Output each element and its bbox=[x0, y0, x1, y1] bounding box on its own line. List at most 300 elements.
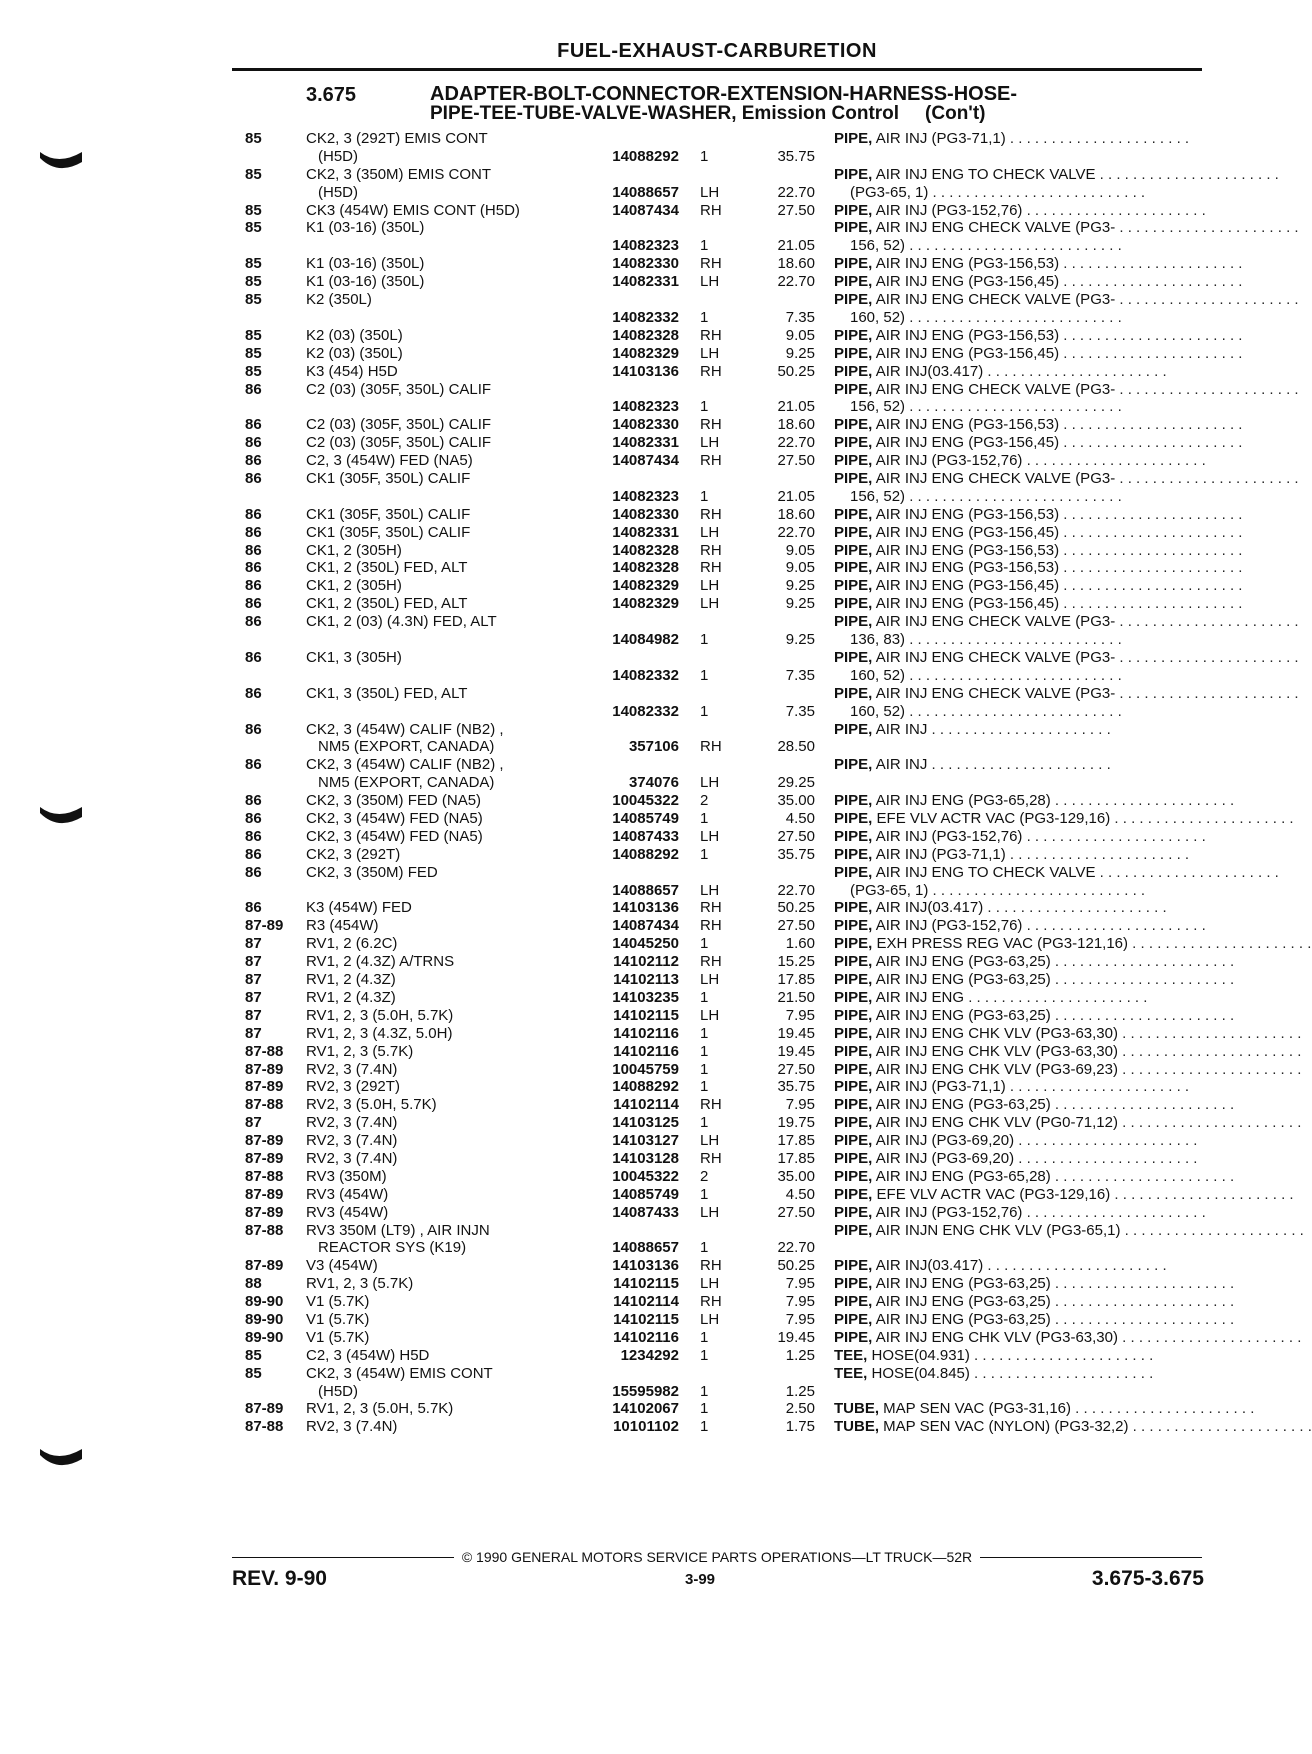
description-text: HOSE(04.845) bbox=[867, 1364, 970, 1382]
quantity: 1 bbox=[700, 1382, 709, 1400]
description bbox=[834, 1328, 1302, 1347]
description bbox=[834, 1365, 1204, 1383]
description-line2 bbox=[834, 703, 1204, 721]
model-line1: CK2, 3 (454W) EMIS CONT bbox=[306, 1364, 493, 1382]
quantity: RH bbox=[700, 201, 722, 219]
part-number: 10045759 bbox=[612, 1060, 679, 1078]
model-application bbox=[306, 792, 583, 810]
quantity: LH bbox=[700, 774, 720, 792]
model-application bbox=[306, 828, 583, 846]
model-line1: K3 (454W) FED bbox=[306, 899, 412, 917]
model-line1: RV1, 2 (4.3Z) bbox=[306, 971, 396, 989]
page-header-title: FUEL-EXHAUST-CARBURETION bbox=[557, 40, 877, 62]
price: 35.00 bbox=[777, 792, 815, 810]
model-line1: RV1, 2, 3 (5.0H, 5.7K) bbox=[306, 1400, 454, 1418]
part-number: 14084982 bbox=[612, 631, 679, 649]
description-noun: PIPE, bbox=[834, 1167, 873, 1185]
quantity: LH bbox=[700, 344, 720, 362]
dot-leader: . . . . . . . . . . . . . . . . . . . . . . . . . . bbox=[905, 702, 1122, 720]
quantity: 1 bbox=[700, 1418, 709, 1436]
price: 18.60 bbox=[777, 416, 815, 434]
model-application bbox=[306, 1418, 583, 1436]
description bbox=[834, 935, 1312, 953]
price: 19.45 bbox=[777, 1328, 815, 1346]
price: 19.75 bbox=[777, 1114, 815, 1132]
section-title-line2-wrap bbox=[430, 104, 1017, 124]
table-row bbox=[245, 756, 1205, 792]
description bbox=[834, 917, 1204, 935]
model-year: 86 bbox=[245, 380, 262, 398]
part-number: 14103136 bbox=[612, 1257, 679, 1275]
model-line2: NM5 (EXPORT, CANADA) bbox=[318, 738, 495, 756]
price: 22.70 bbox=[777, 881, 815, 899]
model-year: 86 bbox=[245, 863, 262, 881]
description-noun: PIPE, bbox=[834, 720, 873, 738]
description bbox=[834, 648, 1299, 685]
model-application bbox=[306, 542, 583, 560]
model-application bbox=[306, 452, 583, 470]
model-year: 87-89 bbox=[245, 1203, 284, 1221]
model-application bbox=[306, 166, 583, 202]
dot-leader: . . . . . . . . . . . . . . . . . . . . . . bbox=[1059, 559, 1243, 577]
model-line1: RV2, 3 (7.4N) bbox=[306, 1149, 398, 1167]
description-noun: TUBE, bbox=[834, 1400, 879, 1418]
table-row bbox=[245, 1328, 1302, 1347]
dot-leader: . . . . . . . . . . . . . . . . . . . . . . . . . . bbox=[905, 487, 1122, 505]
model-application bbox=[306, 864, 583, 882]
model-line1: RV3 (350M) bbox=[306, 1167, 387, 1185]
table-row bbox=[245, 130, 1205, 166]
model-line1: K3 (454) H5D bbox=[306, 362, 398, 380]
part-number: 14082332 bbox=[612, 666, 679, 684]
quantity: RH bbox=[700, 505, 722, 523]
table-row bbox=[245, 380, 1299, 417]
description-text: EFE VLV ACTR VAC (PG3-129,16) bbox=[872, 1185, 1111, 1203]
description-text: AIR INJ ENG (PG3-156,45) bbox=[872, 273, 1060, 291]
quantity: LH bbox=[700, 1006, 720, 1024]
description-line2-text: 156, 52) bbox=[850, 398, 906, 416]
price: 35.00 bbox=[777, 1167, 815, 1185]
part-number: 14102113 bbox=[613, 971, 679, 989]
model-application bbox=[306, 434, 583, 452]
table-row bbox=[245, 1132, 1205, 1150]
model-line1: CK2, 3 (454W) CALIF (NB2) , bbox=[306, 720, 504, 738]
quantity: LH bbox=[700, 881, 720, 899]
part-number: 14082331 bbox=[612, 523, 679, 541]
model-year: 86 bbox=[245, 416, 262, 434]
quantity: RH bbox=[700, 255, 722, 273]
model-application bbox=[306, 1293, 583, 1311]
description bbox=[834, 273, 1243, 291]
quantity: 1 bbox=[700, 810, 709, 828]
quantity: 1 bbox=[700, 935, 709, 953]
table-row bbox=[245, 917, 1205, 935]
description bbox=[834, 828, 1204, 846]
model-year: 86 bbox=[245, 899, 262, 917]
dot-leader: . . . . . . . . . . . . . . . . . . . . . . bbox=[1059, 505, 1243, 523]
description-noun: PIPE, bbox=[834, 1203, 873, 1221]
description-text: AIR INJ ENG (PG3-63,25) bbox=[872, 1275, 1051, 1293]
description-line2-text: 160, 52) bbox=[850, 666, 906, 684]
description-noun: PIPE, bbox=[834, 165, 873, 183]
model-application bbox=[306, 202, 583, 220]
table-row bbox=[245, 559, 1243, 577]
model-line1: C2, 3 (454W) FED (NA5) bbox=[306, 452, 473, 470]
model-year: 86 bbox=[245, 720, 262, 738]
description-noun: PIPE, bbox=[834, 273, 873, 291]
model-line1: CK1, 2 (350L) FED, ALT bbox=[306, 559, 468, 577]
model-year: 88 bbox=[245, 1275, 262, 1293]
part-number: 14082323 bbox=[612, 487, 679, 505]
description bbox=[834, 1310, 1235, 1329]
model-line1: R3 (454W) bbox=[306, 917, 379, 935]
model-application bbox=[306, 470, 583, 488]
table-row bbox=[245, 505, 1243, 524]
model-line1: RV2, 3 (7.4N) bbox=[306, 1132, 398, 1150]
description-line2 bbox=[834, 398, 1204, 416]
description bbox=[834, 219, 1299, 255]
model-year: 89-90 bbox=[245, 1293, 284, 1311]
part-number: 14087434 bbox=[612, 201, 679, 219]
quantity: RH bbox=[700, 1149, 722, 1167]
description-text: AIR INJ bbox=[872, 720, 928, 738]
description-text: AIR INJ (PG3-71,1) bbox=[872, 130, 1006, 147]
model-application bbox=[306, 595, 583, 613]
model-year: 86 bbox=[245, 792, 262, 810]
description bbox=[834, 1221, 1304, 1240]
price: 50.25 bbox=[777, 1257, 815, 1275]
model-line1: CK2, 3 (350M) FED bbox=[306, 863, 438, 881]
quantity: LH bbox=[700, 273, 720, 291]
dot-leader: . . . . . . . . . . . . . . . . . . . . . . . . . . bbox=[928, 183, 1146, 201]
model-line1: RV1, 2, 3 (5.7K) bbox=[306, 1042, 414, 1060]
model-line1: CK3 (454W) EMIS CONT (H5D) bbox=[306, 201, 520, 219]
model-year: 85 bbox=[245, 1364, 262, 1382]
model-application bbox=[306, 721, 583, 757]
model-application bbox=[306, 935, 583, 953]
model-line1: C2 (03) (305F, 350L) CALIF bbox=[306, 434, 492, 452]
model-line1: K2 (03) (350L) bbox=[306, 326, 403, 344]
dot-leader: . . . . . . . . . . . . . . . . . . . . . . bbox=[1118, 1042, 1302, 1060]
price: 1.25 bbox=[785, 1346, 815, 1364]
description bbox=[834, 505, 1243, 524]
punch-hole-mark-top bbox=[38, 148, 84, 172]
price: 27.50 bbox=[777, 917, 815, 935]
description-noun: PIPE, bbox=[834, 1310, 873, 1328]
model-line1: C2, 3 (454W) H5D bbox=[306, 1346, 430, 1364]
model-line1: K1 (03-16) (350L) bbox=[306, 255, 425, 273]
quantity: LH bbox=[700, 434, 720, 452]
dot-leader: . . . . . . . . . . . . . . . . . . . . . . bbox=[1005, 130, 1190, 147]
price: 29.25 bbox=[777, 774, 815, 792]
description-text: AIR INJ ENG CHK VLV (PG3-63,30) bbox=[872, 1024, 1118, 1042]
dot-leader: . . . . . . . . . . . . . . . . . . . . . . . . . . bbox=[905, 237, 1122, 255]
model-application bbox=[306, 1204, 583, 1222]
quantity: 1 bbox=[700, 1239, 709, 1257]
description bbox=[834, 756, 1204, 774]
quantity: 1 bbox=[700, 1328, 709, 1346]
description-text: AIR INJ ENG (PG3-63,25) bbox=[872, 1096, 1051, 1114]
description-noun: PIPE, bbox=[834, 219, 873, 237]
model-application bbox=[306, 1114, 583, 1132]
price: 50.25 bbox=[777, 899, 815, 917]
part-number: 14102114 bbox=[613, 1096, 679, 1114]
part-number: 14102116 bbox=[613, 1024, 679, 1042]
model-application bbox=[306, 1400, 583, 1418]
dot-leader: . . . . . . . . . . . . . . . . . . . . . . bbox=[1022, 827, 1206, 845]
description-noun: PIPE, bbox=[834, 648, 873, 666]
model-application bbox=[306, 1025, 583, 1043]
model-year: 86 bbox=[245, 845, 262, 863]
description-line2 bbox=[834, 309, 1204, 327]
description-line2 bbox=[834, 882, 1204, 900]
table-row bbox=[245, 1275, 1235, 1293]
dot-leader: . . . . . . . . . . . . . . . . . . . . . . bbox=[1110, 810, 1294, 828]
model-year: 85 bbox=[245, 273, 262, 291]
description-text: AIR INJ ENG CHECK VALVE (PG3- bbox=[872, 219, 1116, 237]
description-text: AIR INJ ENG CHK VLV (PG3-63,30) bbox=[872, 1328, 1118, 1346]
description-text: AIR INJ ENG (PG3-156,53) bbox=[872, 326, 1060, 344]
model-year: 87 bbox=[245, 1006, 262, 1024]
description-text: AIR INJ ENG (PG3-156,45) bbox=[872, 577, 1060, 595]
price: 27.50 bbox=[777, 827, 815, 845]
table-row bbox=[245, 202, 1205, 220]
description bbox=[834, 1167, 1235, 1186]
description-text: AIR INJ ENG (PG3-156,45) bbox=[872, 595, 1060, 613]
description bbox=[834, 613, 1299, 649]
part-number: 10045322 bbox=[612, 792, 679, 810]
dot-leader: . . . . . . . . . . . . . . . . . . . . . . bbox=[1059, 434, 1243, 452]
description bbox=[834, 721, 1204, 739]
description-noun: PIPE, bbox=[834, 1096, 873, 1114]
footer-copyright-bar bbox=[232, 1549, 1202, 1565]
model-year: 87-88 bbox=[245, 1418, 284, 1436]
model-year: 87-88 bbox=[245, 1167, 284, 1185]
description-text: AIR INJ ENG bbox=[872, 988, 965, 1006]
price: 7.95 bbox=[785, 1310, 815, 1328]
quantity: RH bbox=[700, 953, 722, 971]
description-noun: PIPE, bbox=[834, 1293, 873, 1311]
model-line1: CK2, 3 (292T) EMIS CONT bbox=[306, 130, 488, 147]
part-number: 14088292 bbox=[612, 1078, 679, 1096]
description-noun: TEE, bbox=[834, 1346, 868, 1364]
dot-leader: . . . . . . . . . . . . . . . . . . . . . . bbox=[1050, 1096, 1235, 1114]
model-year: 85 bbox=[245, 326, 262, 344]
table-row bbox=[245, 721, 1205, 757]
model-line1: RV2, 3 (292T) bbox=[306, 1078, 400, 1096]
quantity: 1 bbox=[700, 702, 709, 720]
description-line2 bbox=[834, 237, 1204, 255]
model-year: 86 bbox=[245, 505, 262, 523]
model-line1: CK1, 3 (305H) bbox=[306, 648, 402, 666]
description-noun: PIPE, bbox=[834, 827, 873, 845]
quantity: LH bbox=[700, 1132, 720, 1150]
model-line1: RV1, 2 (4.3Z) bbox=[306, 988, 396, 1006]
table-row bbox=[245, 1114, 1302, 1132]
model-year: 87-89 bbox=[245, 1257, 284, 1275]
description-noun: TUBE, bbox=[834, 1418, 879, 1436]
quantity: LH bbox=[700, 183, 720, 201]
dot-leader: . . . . . . . . . . . . . . . . . . . . . . bbox=[964, 988, 1148, 1006]
model-application bbox=[306, 899, 583, 917]
part-number: 14102114 bbox=[613, 1293, 679, 1311]
price: 28.50 bbox=[777, 738, 815, 756]
table-row bbox=[245, 541, 1243, 560]
description bbox=[834, 1347, 1204, 1365]
description-text: AIR INJ ENG CHECK VALVE (PG3- bbox=[872, 648, 1116, 666]
price: 27.50 bbox=[777, 1060, 815, 1078]
model-line1: CK1 (305F, 350L) CALIF bbox=[306, 470, 471, 487]
part-number: 14103136 bbox=[612, 899, 679, 917]
model-year: 87 bbox=[245, 988, 262, 1006]
description bbox=[834, 541, 1243, 560]
part-number: 14087433 bbox=[612, 827, 679, 845]
price: 17.85 bbox=[777, 1149, 815, 1167]
quantity: LH bbox=[700, 1310, 720, 1328]
table-row bbox=[245, 971, 1235, 989]
model-application bbox=[306, 685, 583, 703]
section-title-line1: ADAPTER-BOLT-CONNECTOR-EXTENSION-HARNESS-HOSE- bbox=[430, 83, 1018, 105]
part-number: 14102116 bbox=[613, 1328, 679, 1346]
description-noun: PIPE, bbox=[834, 362, 873, 380]
price: 35.75 bbox=[777, 845, 815, 863]
dot-leader: . . . . . . . . . . . . . . . . . . . . . . bbox=[1059, 595, 1243, 613]
description-noun: PIPE, bbox=[834, 899, 873, 917]
quantity: RH bbox=[700, 1293, 722, 1311]
model-year: 86 bbox=[245, 756, 262, 774]
table-row bbox=[245, 935, 1312, 953]
dot-leader: . . . . . . . . . . . . . . . . . . . . . . bbox=[1115, 380, 1299, 398]
model-year: 89-90 bbox=[245, 1328, 284, 1346]
model-line1: CK2, 3 (454W) FED (NA5) bbox=[306, 827, 483, 845]
dot-leader: . . . . . . . . . . . . . . . . . . . . . . bbox=[1022, 452, 1206, 470]
part-number: 1234292 bbox=[620, 1346, 679, 1364]
model-application bbox=[306, 559, 583, 577]
price: 21.05 bbox=[777, 398, 815, 416]
description-line2 bbox=[834, 488, 1204, 506]
table-row bbox=[245, 523, 1243, 542]
description-text: MAP SEN VAC (PG3-31,16) bbox=[879, 1400, 1072, 1418]
dot-leader: . . . . . . . . . . . . . . . . . . . . . . bbox=[1110, 1185, 1294, 1203]
quantity: 1 bbox=[700, 631, 709, 649]
part-number: 14087434 bbox=[612, 452, 679, 470]
price: 4.50 bbox=[785, 1185, 815, 1203]
part-number: 14085749 bbox=[612, 1185, 679, 1203]
description-text: AIR INJ (PG3-71,1) bbox=[872, 1078, 1006, 1096]
model-application bbox=[306, 219, 583, 237]
description-text: AIR INJ (PG3-152,76) bbox=[872, 917, 1023, 935]
dot-leader: . . . . . . . . . . . . . . . . . . . . . . bbox=[1115, 613, 1299, 631]
model-application bbox=[306, 1043, 583, 1061]
part-number: 374076 bbox=[628, 774, 679, 792]
description-text: EFE VLV ACTR VAC (PG3-129,16) bbox=[872, 810, 1111, 828]
model-line1: RV3 350M (LT9) , AIR INJN bbox=[306, 1221, 490, 1239]
description-noun: PIPE, bbox=[834, 1024, 873, 1042]
part-number: 14082332 bbox=[612, 308, 679, 326]
part-number: 14082331 bbox=[612, 273, 679, 291]
description-text: AIR INJ (PG3-152,76) bbox=[872, 1203, 1023, 1221]
price: 7.35 bbox=[785, 702, 815, 720]
model-application bbox=[306, 971, 583, 989]
dot-leader: . . . . . . . . . . . . . . . . . . . . . . . . . . bbox=[905, 398, 1122, 416]
part-number: 14102115 bbox=[613, 1310, 679, 1328]
model-application bbox=[306, 1007, 583, 1025]
part-number: 14103235 bbox=[612, 988, 679, 1006]
description-noun: PIPE, bbox=[834, 613, 873, 631]
quantity: LH bbox=[700, 827, 720, 845]
part-number: 15595982 bbox=[612, 1382, 679, 1400]
price: 7.35 bbox=[785, 308, 815, 326]
table-row bbox=[245, 452, 1205, 470]
description-text: AIR INJ (PG3-69,20) bbox=[872, 1149, 1015, 1167]
description bbox=[834, 971, 1235, 989]
model-year: 86 bbox=[245, 559, 262, 577]
model-line1: RV1, 2 (4.3Z) A/TRNS bbox=[306, 953, 455, 971]
description-text: AIR INJ ENG (PG3-156,53) bbox=[872, 559, 1060, 577]
description-noun: PIPE, bbox=[834, 201, 873, 219]
price: 19.45 bbox=[777, 1042, 815, 1060]
model-line1: V3 (454W) bbox=[306, 1257, 378, 1275]
dot-leader: . . . . . . . . . . . . . . . . . . . . . . bbox=[1050, 1275, 1235, 1293]
description-text: AIR INJ ENG CHECK VALVE (PG3- bbox=[872, 470, 1116, 487]
description-line2-text: 156, 52) bbox=[850, 237, 906, 255]
part-number: 14082330 bbox=[612, 505, 679, 523]
model-year: 87 bbox=[245, 935, 262, 953]
description-noun: PIPE, bbox=[834, 416, 873, 434]
description-text: AIR INJ ENG CHK VLV (PG3-69,23) bbox=[872, 1060, 1118, 1078]
dot-leader: . . . . . . . . . . . . . . . . . . . . . . bbox=[1059, 344, 1243, 362]
dot-leader: . . . . . . . . . . . . . . . . . . . . . . bbox=[1022, 201, 1206, 219]
model-year: 85 bbox=[245, 291, 262, 309]
model-line1: RV2, 3 (7.4N) bbox=[306, 1418, 398, 1436]
price: 18.60 bbox=[777, 255, 815, 273]
description-line2-text: 136, 83) bbox=[850, 631, 906, 649]
model-year: 87-89 bbox=[245, 1149, 284, 1167]
price: 7.95 bbox=[785, 1275, 815, 1293]
model-application bbox=[306, 1150, 583, 1168]
description-noun: PIPE, bbox=[834, 1060, 873, 1078]
price: 27.50 bbox=[777, 1203, 815, 1221]
description-text: AIR INJ ENG (PG3-156,53) bbox=[872, 255, 1060, 273]
description bbox=[834, 684, 1299, 721]
description-noun: PIPE, bbox=[834, 756, 873, 774]
model-line1: CK2, 3 (350M) FED (NA5) bbox=[306, 792, 482, 810]
description-text: AIR INJ ENG (PG3-63,25) bbox=[872, 953, 1051, 971]
description bbox=[834, 1204, 1204, 1222]
section-title-line2: PIPE-TEE-TUBE-VALVE-WASHER, Emission Control bbox=[430, 103, 900, 124]
description-noun: PIPE, bbox=[834, 1257, 873, 1275]
table-row bbox=[245, 613, 1299, 649]
dot-leader: . . . . . . . . . . . . . . . . . . . . . . bbox=[1059, 326, 1243, 344]
part-number: 14082329 bbox=[612, 344, 679, 362]
description bbox=[834, 810, 1294, 828]
description bbox=[834, 595, 1243, 613]
model-application bbox=[306, 273, 583, 291]
model-year: 87-89 bbox=[245, 1185, 284, 1203]
model-year: 86 bbox=[245, 613, 262, 631]
description bbox=[834, 255, 1243, 273]
dot-leader: . . . . . . . . . . . . . . . . . . . . . . bbox=[1059, 273, 1243, 291]
description-text: AIR INJ (PG3-152,76) bbox=[872, 452, 1023, 470]
table-row bbox=[245, 1418, 1312, 1436]
dot-leader: . . . . . . . . . . . . . . . . . . . . . . bbox=[1050, 792, 1235, 810]
model-application bbox=[306, 1257, 583, 1275]
description-text: AIR INJ(03.417) bbox=[872, 899, 984, 917]
description bbox=[834, 1150, 1204, 1168]
table-row bbox=[245, 1365, 1205, 1401]
continued-label: (Con't) bbox=[925, 103, 986, 124]
price: 18.60 bbox=[777, 505, 815, 523]
